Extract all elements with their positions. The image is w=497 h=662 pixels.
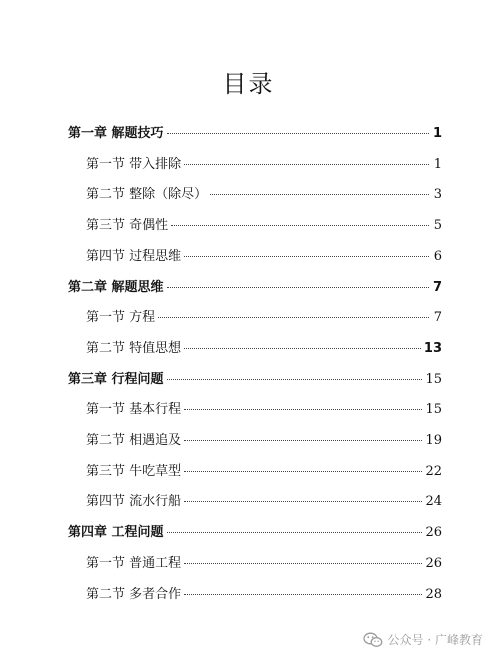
toc-chapter-row[interactable] (68, 370, 442, 390)
toc-entry-label: 第一节 带入排除 (86, 156, 182, 172)
toc-section-row[interactable] (86, 155, 442, 175)
toc-dot-leader (184, 563, 422, 564)
toc-page-number: 1 (433, 156, 442, 172)
toc-entry-label: 第三章 行程问题 (68, 371, 164, 387)
toc-dot-leader (167, 287, 429, 288)
toc-entry-label: 第二节 多者合作 (86, 586, 182, 602)
toc-section-row[interactable] (86, 216, 442, 236)
wechat-icon (363, 632, 383, 648)
toc-page-number: 24 (425, 494, 442, 510)
toc-section-row[interactable] (86, 492, 442, 512)
toc-dot-leader (184, 501, 422, 502)
toc-page-number: 22 (425, 463, 442, 479)
toc-page-number: 6 (433, 248, 442, 264)
toc-dot-leader (158, 317, 429, 318)
toc-entry-label: 第一章 解题技巧 (68, 126, 164, 141)
toc-section-row[interactable] (86, 462, 442, 482)
toc-section-row[interactable] (86, 339, 442, 359)
toc-dot-leader (184, 471, 422, 472)
toc-page-number: 26 (425, 525, 442, 541)
toc-entry-label: 第一节 普通工程 (86, 555, 182, 571)
toc-page-number: 26 (425, 555, 442, 571)
toc-section-row[interactable] (86, 431, 442, 451)
toc-section-row[interactable] (86, 308, 442, 328)
toc-entry-label: 第四节 过程思维 (86, 248, 182, 264)
toc-entry-label: 第四章 工程问题 (68, 525, 164, 541)
toc-section-row[interactable] (86, 247, 442, 267)
toc-page-number: 13 (423, 340, 442, 356)
toc-section-row[interactable] (86, 400, 442, 420)
toc-chapter-row[interactable] (68, 124, 442, 144)
toc-page-number: 19 (425, 433, 442, 448)
toc-section-row[interactable] (86, 185, 442, 205)
toc-page-number: 7 (433, 310, 442, 326)
watermark-text: 公众号 · 广峰教育 (387, 633, 483, 647)
toc-section-row[interactable] (86, 585, 442, 605)
toc-entry-label: 第一节 基本行程 (86, 402, 182, 418)
toc-page-number: 3 (433, 187, 442, 203)
toc-chapter-row[interactable] (68, 278, 442, 298)
toc-entry-label: 第二节 整除（除尽） (86, 187, 208, 203)
toc-dot-leader (184, 256, 429, 257)
toc-entry-label: 第三节 奇偶性 (86, 218, 169, 234)
watermark (363, 631, 483, 648)
toc-page-number: 28 (425, 586, 442, 602)
toc-dot-leader (184, 409, 422, 410)
toc-chapter-row[interactable] (68, 523, 442, 543)
toc-page-number: 5 (433, 218, 442, 234)
toc-entry-label: 第四节 流水行船 (86, 494, 182, 510)
toc-dot-leader (210, 194, 429, 195)
toc-dot-leader (184, 440, 422, 441)
toc-entry-label: 第三节 牛吃草型 (86, 463, 182, 479)
toc-dot-leader (167, 133, 429, 134)
toc-page-number: 1 (432, 126, 442, 141)
toc-dot-leader (167, 532, 423, 533)
toc-page-number: 15 (425, 371, 442, 387)
toc-page-number: 7 (432, 279, 442, 295)
toc-dot-leader (167, 379, 423, 380)
toc-entry-label: 第二节 相遇追及 (86, 433, 182, 448)
toc-entry-label: 第二节 特值思想 (86, 340, 182, 356)
page-title: 目录 (222, 70, 275, 98)
toc-entry-label: 第一节 方程 (86, 310, 156, 326)
toc-entry-label: 第二章 解题思维 (68, 279, 164, 295)
toc-dot-leader (171, 225, 429, 226)
toc-section-row[interactable] (86, 554, 442, 574)
toc-page-number: 15 (425, 402, 442, 418)
toc-dot-leader (184, 164, 429, 165)
toc-dot-leader (184, 348, 421, 349)
toc-dot-leader (184, 594, 422, 595)
